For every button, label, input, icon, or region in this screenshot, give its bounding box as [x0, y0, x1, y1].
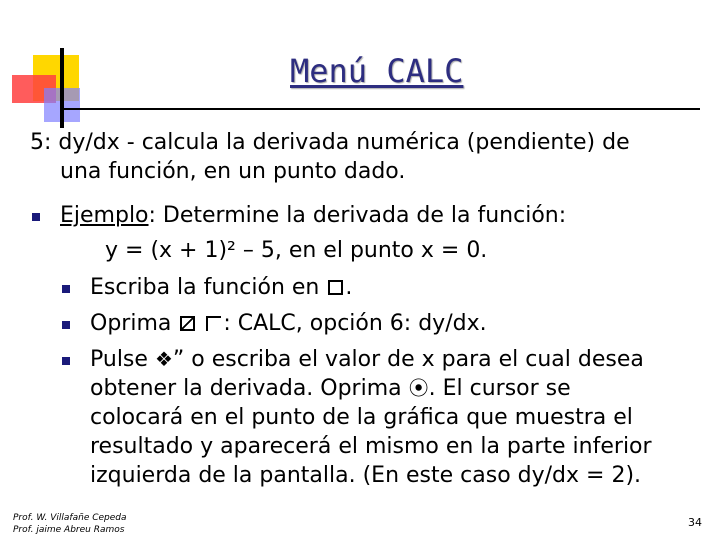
- bullet-square: [62, 285, 70, 293]
- slide-title: Menú CALC: [290, 52, 464, 90]
- step-3-line-2-a: obtener la derivada. Oprima: [90, 376, 402, 401]
- step-2-text-a: Oprima: [90, 311, 172, 336]
- y-key-icon: [328, 280, 343, 295]
- page-number: 34: [688, 516, 702, 529]
- step-1-end: .: [345, 275, 353, 300]
- step-3-line-2: [90, 374, 571, 403]
- decor-vertical-line: [60, 48, 64, 128]
- footer-author-2: Prof. jaime Abreu Ramos: [13, 525, 125, 535]
- bullet-square: [62, 357, 70, 365]
- y-key-icon: [180, 316, 195, 331]
- text-line-2: una función, en un punto dado.: [60, 159, 406, 184]
- step-1-text: Escriba la función en: [90, 275, 320, 300]
- formula: y = (x + 1)² – 5, en el punto x = 0.: [105, 238, 488, 263]
- footer-authors: [13, 512, 127, 536]
- decor-horizontal-line: [60, 108, 700, 110]
- footer-author-1: Prof. W. Villafañe Cepeda: [13, 513, 127, 523]
- step-3-line-4: resultado y aparecerá el mismo en la parte inferior: [90, 434, 652, 459]
- step-3-line-5: izquierda de la pantalla. (En este caso dy/dx = 2).: [90, 463, 642, 488]
- step-3-line-2-b: . El cursor se: [428, 376, 571, 401]
- text-line-1: 5: dy/dx - calcula la derivada numérica (pendiente) de: [30, 130, 630, 155]
- 2nd-key-icon: [206, 316, 221, 331]
- enter-key-icon: ⦿: [408, 376, 429, 400]
- enter-key-icon: ❖: [154, 347, 173, 371]
- step-1: [90, 273, 352, 302]
- step-3-text-a: Pulse: [90, 347, 148, 372]
- example-line: [60, 201, 566, 230]
- step-2: [90, 309, 487, 338]
- example-label: Ejemplo: [60, 203, 149, 228]
- step-2-text-b: : CALC, opción 6: dy/dx.: [223, 311, 487, 336]
- bullet-square: [62, 321, 70, 329]
- bullet-square: [32, 213, 40, 221]
- step-3-line-3: colocará en el punto de la gráfica que muestra el: [90, 405, 633, 430]
- step-3: [90, 345, 644, 374]
- example-text: : Determine la derivada de la función:: [148, 203, 567, 228]
- step-3-text-b: ” o escriba el valor de x para el cual desea: [172, 347, 644, 372]
